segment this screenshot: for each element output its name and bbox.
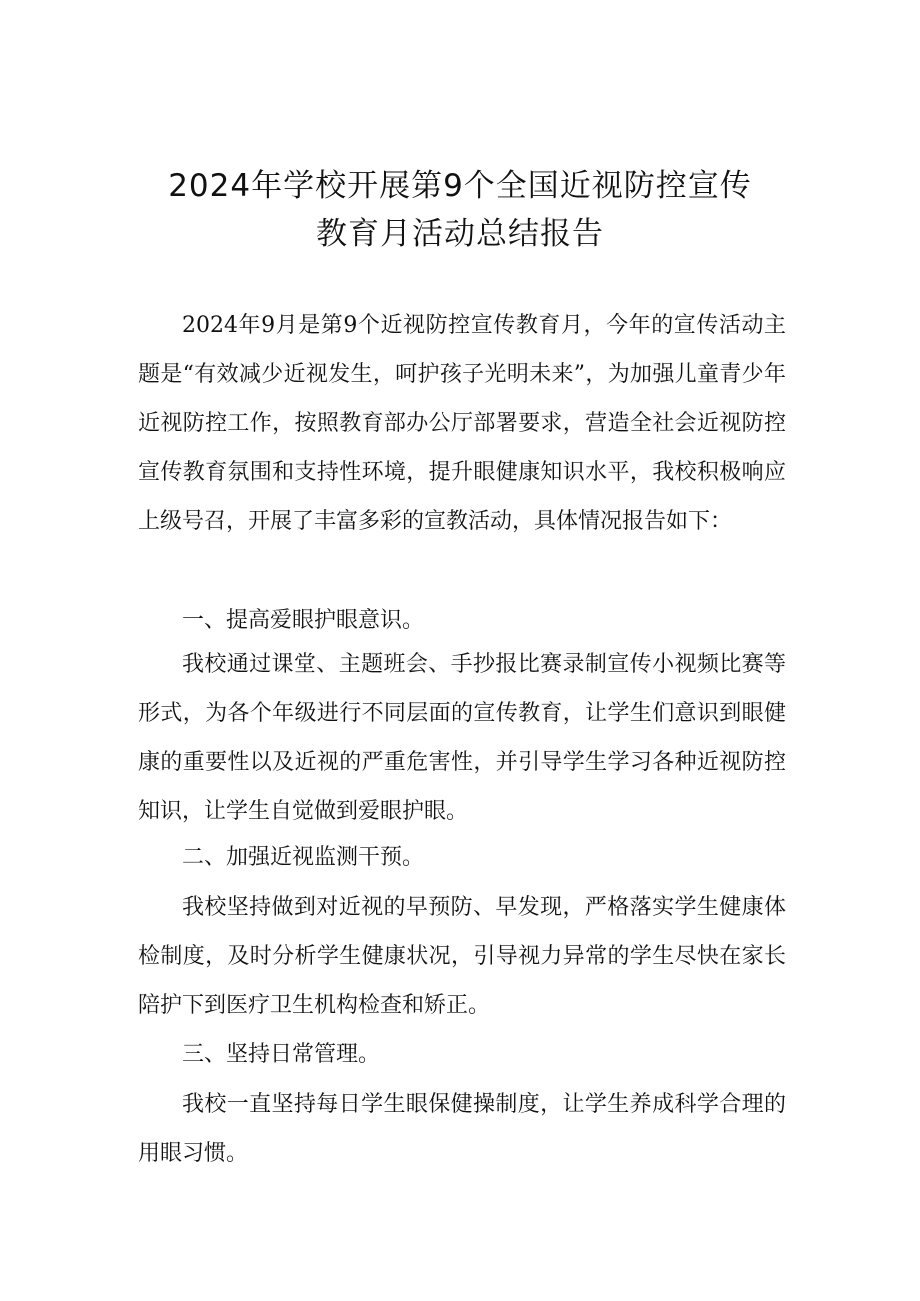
title-line-2: 教育月活动总结报告 xyxy=(316,216,604,252)
section-1-paragraph: 我校通过课堂、主题班会、手抄报比赛录制宣传小视频比赛等形式，为各个年级进行不同层面的宣传教育，让学生们意识到眼健康的重要性以及近视的严重危害性，并引导学生学习各种近视防控知识，让学生自觉做到爱眼护眼。 xyxy=(138,652,786,824)
section-1-heading: 一、提高爱眼护眼意识。 xyxy=(182,608,425,633)
title-line-1: 2024年学校开展第9个全国近视防控宣传 xyxy=(168,168,752,204)
intro-paragraph: 2024年9月是第9个近视防控宣传教育月，今年的宣传活动主题是“有效减少近视发生，呵护孩子光明未来”，为加强儿童青少年近视防控工作，按照教育部办公厅部署要求，营造全社会近视防控宣传教育氛围和支持性环境，提升眼健康知识水平，我校积极响应上级号召，开展了丰富多彩的宣教活动，具体情况报告如下： xyxy=(138,313,786,534)
section-3-heading: 三、坚持日常管理。 xyxy=(182,1042,381,1067)
section-2-paragraph: 我校坚持做到对近视的早预防、早发现，严格落实学生健康体检制度，及时分析学生健康状况，引导视力异常的学生尽快在家长陪护下到医疗卫生机构检查和矫正。 xyxy=(138,895,786,1018)
document-title xyxy=(0,162,920,258)
section-2-heading: 二、加强近视监测干预。 xyxy=(182,845,425,870)
section-3-paragraph: 我校一直坚持每日学生眼保健操制度，让学生养成科学合理的用眼习惯。 xyxy=(138,1092,786,1166)
